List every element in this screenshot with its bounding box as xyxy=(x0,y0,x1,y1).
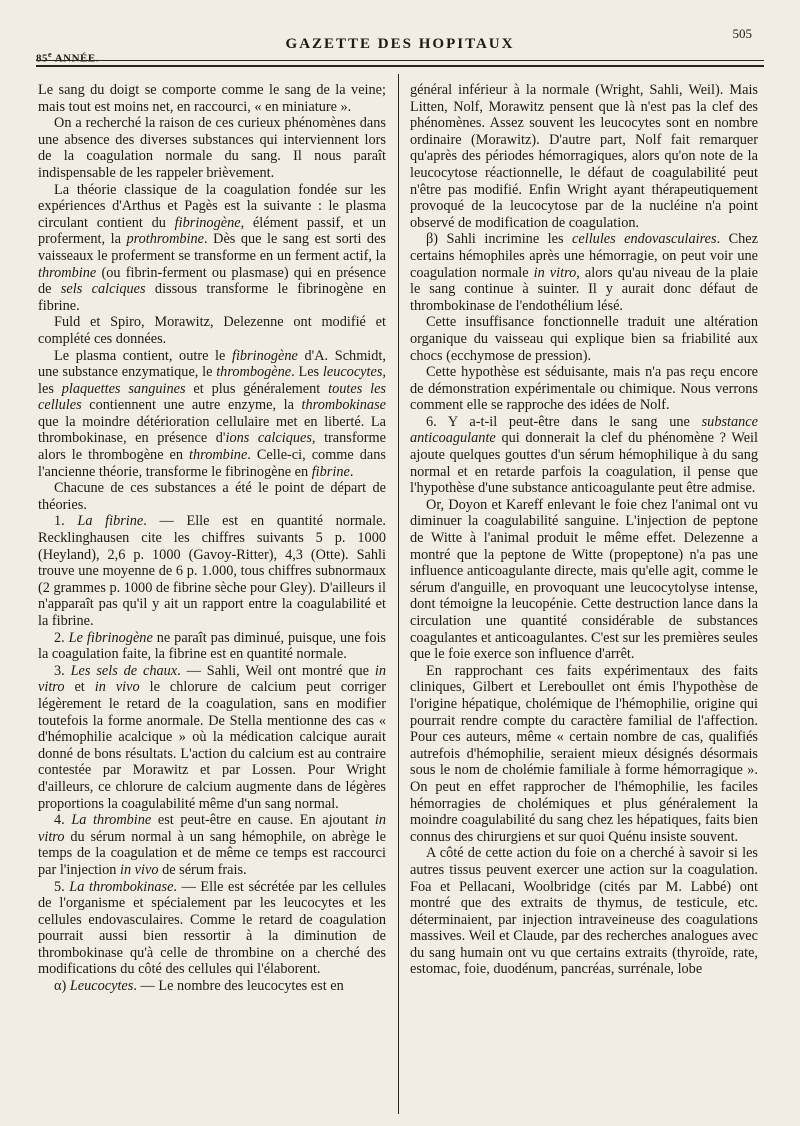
paragraph: 4. La thrombine est peut-être en cause. En ajoutant in vitro du sérum normal à un sang hémophile, on abrège le temps de la coagulation et de même ce temps est raccourci par l'injection in vivo de sérum frais. xyxy=(38,812,387,878)
paragraph: La théorie classique de la coagulation fondée sur les expériences d'Arthus et Pagès est la suivante : le plasma circulant contient du fibrinogène, élément passif, et un proferment, la prothrombine. Dès que le sang est sorti des vaisseaux le proferment se transforme en un ferment actif, la thrombine (ou fibrin-ferment ou plasmase) qui en présence de sels calciques dissous transforme le fibrinogène en fibrine. xyxy=(38,181,386,314)
page-number: 505 xyxy=(732,26,752,41)
paragraph: 2. Le fibrinogène ne paraît pas diminué, puisque, une fois la coagulation faite, la fibrine est en quantité normale. xyxy=(38,629,386,663)
paragraph: général inférieur à la normale (Wright, Sahli, Weil). Mais Litten, Nolf, Morawitz pensent que là n'est pas la clef des phénomènes. Assez souvent les leucocytes sont en nombre ordinaire (Morawitz). D'autre part, Nolf fait remarquer qu'après des périodes hémorragiques, alors qu'on note de la leucocytose réactionnelle, le défaut de coagulabilité peut n'être pas modifié. Enfin Wright ayant thérapeutiquement provoqué de la leucocytose par de la nucléine n'a point observé de modification de coagulation. xyxy=(410,82,758,231)
column-divider xyxy=(398,74,399,1114)
paragraph: En rapprochant ces faits expérimentaux des faits cliniques, Gilbert et Lereboullet ont émis l'hypothèse de l'origine hépatique, cholémique de l'hémophilie, origine qui pourrait rendre compte du caractère familial de l'affection. Pour ces auteurs, même « certain nombre de cas, qualifiés autrefois d'hémophilie, seraient mieux désignés désormais sous le nom de cholémie familiale à forme hémorragique ». On peut en effet rapprocher de l'hémophilie, les faciles hémorragies de cholémiques et plus généralement la moindre coagulabilité du sang chez les hépatiques, faits bien connus des chirurgiens et sur quoi Quénu insiste souvent. xyxy=(410,662,758,845)
paragraph: 5. La thrombokinase. — Elle est sécrétée par les cellules de l'organisme et spécialement par les leucocytes et les cellules endovasculaires. Comme le retard de coagulation pourrait aussi bien ressortir à la diminution de thrombokinase qu'à celle de thrombine on a cherché des modifications du côté des cellules qui l'élaborent. xyxy=(38,878,387,978)
edition-number: 85 xyxy=(36,52,48,65)
paragraph: Cette insuffisance fonctionnelle traduit une altération organique du vaisseau qui explique bien sa friabilité aux chocs (ecchymose de pression). xyxy=(410,314,758,364)
right-column xyxy=(410,82,758,978)
edition-suffix: e xyxy=(48,50,53,59)
paragraph: Le plasma contient, outre le fibrinogène d'A. Schmidt, une substance enzymatique, le thrombogène. Les leucocytes, les plaquettes sanguines et plus généralement toutes les cellules contiennent une autre enzyme, la thrombokinase que la moindre détérioration cellulaire met en liberté. La thrombokinase, en présence d'ions calciques, transforme alors le thrombogène en thrombine. Celle-ci, comme dans l'ancienne théorie, transforme le fibrinogène en fibrine. xyxy=(38,347,387,480)
edition-word: ANNÉE. xyxy=(52,52,99,65)
left-column xyxy=(38,82,386,995)
paragraph: A côté de cette action du foie on a cherché à savoir si les autres tissus peuvent exercer une action sur la coagulation. Foa et Pellacani, Woolbridge (cités par M. Labbé) ont montré que des extraits de thymus, de testicule, etc. déterminaient, par injection intraveineuse des coagulations massives. Weil et Claude, par des recherches analogues avec du sang humain ont vu que certains extraits (thyroïde, rate, estomac, foie, duodénum, pancréas, surrénale, lobe xyxy=(410,845,758,978)
paragraph: Fuld et Spiro, Morawitz, Delezenne ont modifié et complété ces données. xyxy=(38,314,386,347)
paragraph: Chacune de ces substances a été le point de départ de théories. xyxy=(38,480,386,513)
paragraph: 3. Les sels de chaux. — Sahli, Weil ont montré que in vitro et in vivo le chlorure de calcium peut corriger légèrement le retard de la coagulation, sans en modifier toutefois la forme anormale. De Stella mentionne des cas « d'hémophilie acalcique » où la médication calcique aurait donné de bons résultats. L'action du calcium est au contraire contestée par Morawitz et par Lossen. Pour Wright d'ailleurs, ce chlorure de calcium augmente dans de légères proportions la coagulabilité même d'un sang normal. xyxy=(38,662,387,812)
paragraph: Le sang du doigt se comporte comme le sang de la veine; mais tout est moins net, en raccourci, « en miniature ». xyxy=(38,82,386,115)
paragraph: α) Leucocytes. — Le nombre des leucocytes est en xyxy=(54,978,344,995)
running-title: GAZETTE DES HOPITAUX xyxy=(285,36,515,52)
paragraph: β) Sahli incrimine les cellules endovasculaires. Chez certains hémophiles après une hémorragie, on peut voir une coagulation normale in vitro, alors qu'au niveau de la plaie le sang continue à suinter. Il y aurait donc défaut de thrombokinase de l'endothélium lésé. xyxy=(410,231,758,314)
header-rule-thick xyxy=(36,65,764,67)
paragraph: 6. Y a-t-il peut-être dans le sang une substance anticoagulante qui donnerait la clef du phénomène ? Weil ajoute quelques gouttes d'un sérum hémophilique à du sang normal et en retarde parfois la coagulation, il pense que l'hypothèse d'une substance anticoagulante peut être admise. xyxy=(410,413,758,497)
paragraph: Or, Doyon et Kareff enlevant le foie chez l'animal ont vu diminuer la coagulabilité sanguine. L'injection de peptone de Witte à l'animal produit le même effet. Delezenne a montré que la peptone de Witte (propeptone) n'a pas une influence anticoagulante directe, mais qu'elle agit, comme le sérum d'anguille, en provoquant une leucocytolyse intense, dont témoigne la leucopénie. Cette destruction lance dans la circulation une quantité considérable de substances coagulantes et anticoagulantes. C'est sur les premières seules que le foie exerce son influence d'arrêt. xyxy=(410,496,758,663)
paragraph: 1. La fibrine. — Elle est en quantité normale. Recklinghausen cite les chiffres suivants 5 p. 1000 (Heyland), 2,6 p. 1000 (Gavoy-Ritter), 4,3 (Otte). Sahli trouve une moyenne de 6 p. 1.000, tous chiffres subnormaux (2 grammes p. 1000 de fibrine sèche pour Gley). D'ailleurs il n'apparaît pas qu'il y ait un rapport entre la coagulabilité et la fibrine. xyxy=(38,513,387,629)
paragraph: On a recherché la raison de ces curieux phénomènes dans une absence des diverses substances qui interviennent lors de la coagulation normale du sang. Il nous paraît indispensable de les rappeler brièvement. xyxy=(38,115,386,181)
paragraph: Cette hypothèse est séduisante, mais n'a pas reçu encore de démonstration expérimentale ou chimique. Nous verrons comment elle se rapproche des idées de Nolf. xyxy=(410,364,758,414)
header-rule xyxy=(36,60,764,61)
